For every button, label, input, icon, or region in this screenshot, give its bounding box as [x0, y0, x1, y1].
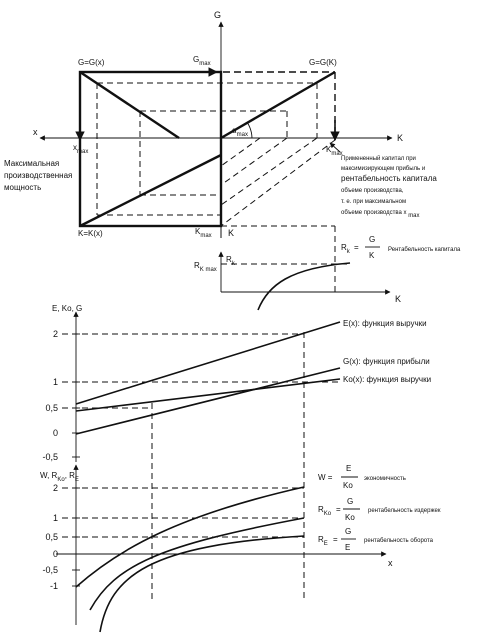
w-formula-text: экономичность [364, 476, 406, 482]
rk-axis-label: $R_k$ [226, 255, 235, 267]
chart1-y-axis-label: E, Ko, G [52, 304, 83, 313]
rko-formula-eq: = [336, 505, 341, 514]
chart1-revenue-cost-profit [42, 304, 431, 600]
re-formula-num: G [345, 527, 352, 536]
rko-formula-text: рентабельность издержек [368, 508, 441, 514]
rk-formula-num: G [369, 235, 376, 244]
g-of-x-curve [80, 72, 179, 138]
chart1-tick-label: 1 [52, 377, 58, 387]
rk-formula-lhs: $R_k$ [341, 243, 350, 255]
g-of-x-label: G=G(x) [78, 58, 105, 67]
chart2-tick-label: -1 [49, 581, 58, 591]
re-formula-eq: = [333, 535, 338, 544]
rk-curve [258, 263, 350, 310]
w-formula-num: E [346, 464, 352, 473]
xmax-label: $x_{max}$ [73, 143, 89, 155]
rk-k-axis-label: K [395, 294, 402, 304]
re-formula-text: рентабельность оборота [364, 538, 433, 544]
w-formula-den: Ko [343, 481, 353, 490]
rk-formula-text: Рентабельность капитала [388, 247, 461, 253]
chart1-tick-label: -0,5 [42, 452, 58, 462]
chart2-tick-label: 0,5 [45, 532, 58, 542]
chart2-x-axis-label: x [388, 558, 393, 568]
chart2-ratios [40, 464, 441, 632]
rko-cost-profitability-curve [90, 518, 304, 610]
chart2-tick-label: 1 [52, 513, 58, 523]
axis-k-down-label: K [228, 228, 235, 238]
axis-g-label: G [214, 10, 222, 20]
ko-curve-label: Ko(x): функция выручки [343, 375, 432, 384]
ko-cost-line [76, 379, 340, 411]
k-of-x-label: K=K(x) [78, 229, 103, 238]
rk-max-label: $R_{K max}$ [194, 261, 217, 273]
gmax-label: $G_{max}$ [193, 55, 211, 67]
re-formula-lhs: $R_E$ [318, 535, 328, 547]
persp-1 [221, 140, 335, 226]
persp-2 [221, 138, 317, 205]
e-curve-label: E(x): функция выручки [343, 319, 427, 328]
axis-x-left-label: x [33, 127, 38, 137]
g-of-k-label: G=G(K) [309, 58, 337, 67]
chart2-y-axis-label: W, $R_{Ko}$, $R_E$ [40, 471, 79, 483]
applied-capital-label: Примененный капитал при максимизирующем прибыль и рентабельность капитала объеме производства, т. е. при максимальном объеме производства x max [341, 156, 437, 219]
chart1-tick-label: 2 [52, 329, 58, 339]
rko-formula-lhs: $R_{Ko}$ [318, 505, 332, 517]
chart2-tick-label: 2 [52, 483, 58, 493]
axis-k-right-label: K [397, 133, 404, 143]
max-capacity-label: Максимальная производственная мощность [4, 159, 73, 192]
alpha-max-label: $\alpha_{max}$ [232, 126, 248, 138]
chart1-tick-label: 0 [52, 428, 58, 438]
chart2-tick-label: 0 [52, 549, 58, 559]
rk-chart [194, 226, 461, 310]
kmax-right-label: $K_{max}$ [326, 145, 343, 157]
g-of-k-curve [221, 72, 335, 138]
g-profit-line [76, 368, 340, 434]
w-economy-curve [76, 487, 304, 587]
kmax-bottom-label: $K_{max}$ [195, 227, 212, 239]
re-turnover-profitability-curve [100, 536, 304, 632]
re-formula-den: E [345, 543, 351, 552]
rk-formula-eq: = [354, 243, 359, 252]
top-quadrant-diagram [4, 10, 439, 239]
rk-formula-den: K [369, 251, 375, 260]
left-frame [80, 72, 221, 226]
persp-3 [221, 138, 287, 185]
chart1-tick-label: 0,5 [45, 403, 58, 413]
w-formula-lhs: W = [318, 473, 333, 482]
g-curve-label: G(x): функция прибыли [343, 357, 430, 366]
rko-formula-den: Ko [345, 513, 355, 522]
chart2-tick-label: -0,5 [42, 565, 58, 575]
rko-formula-num: G [347, 497, 354, 506]
